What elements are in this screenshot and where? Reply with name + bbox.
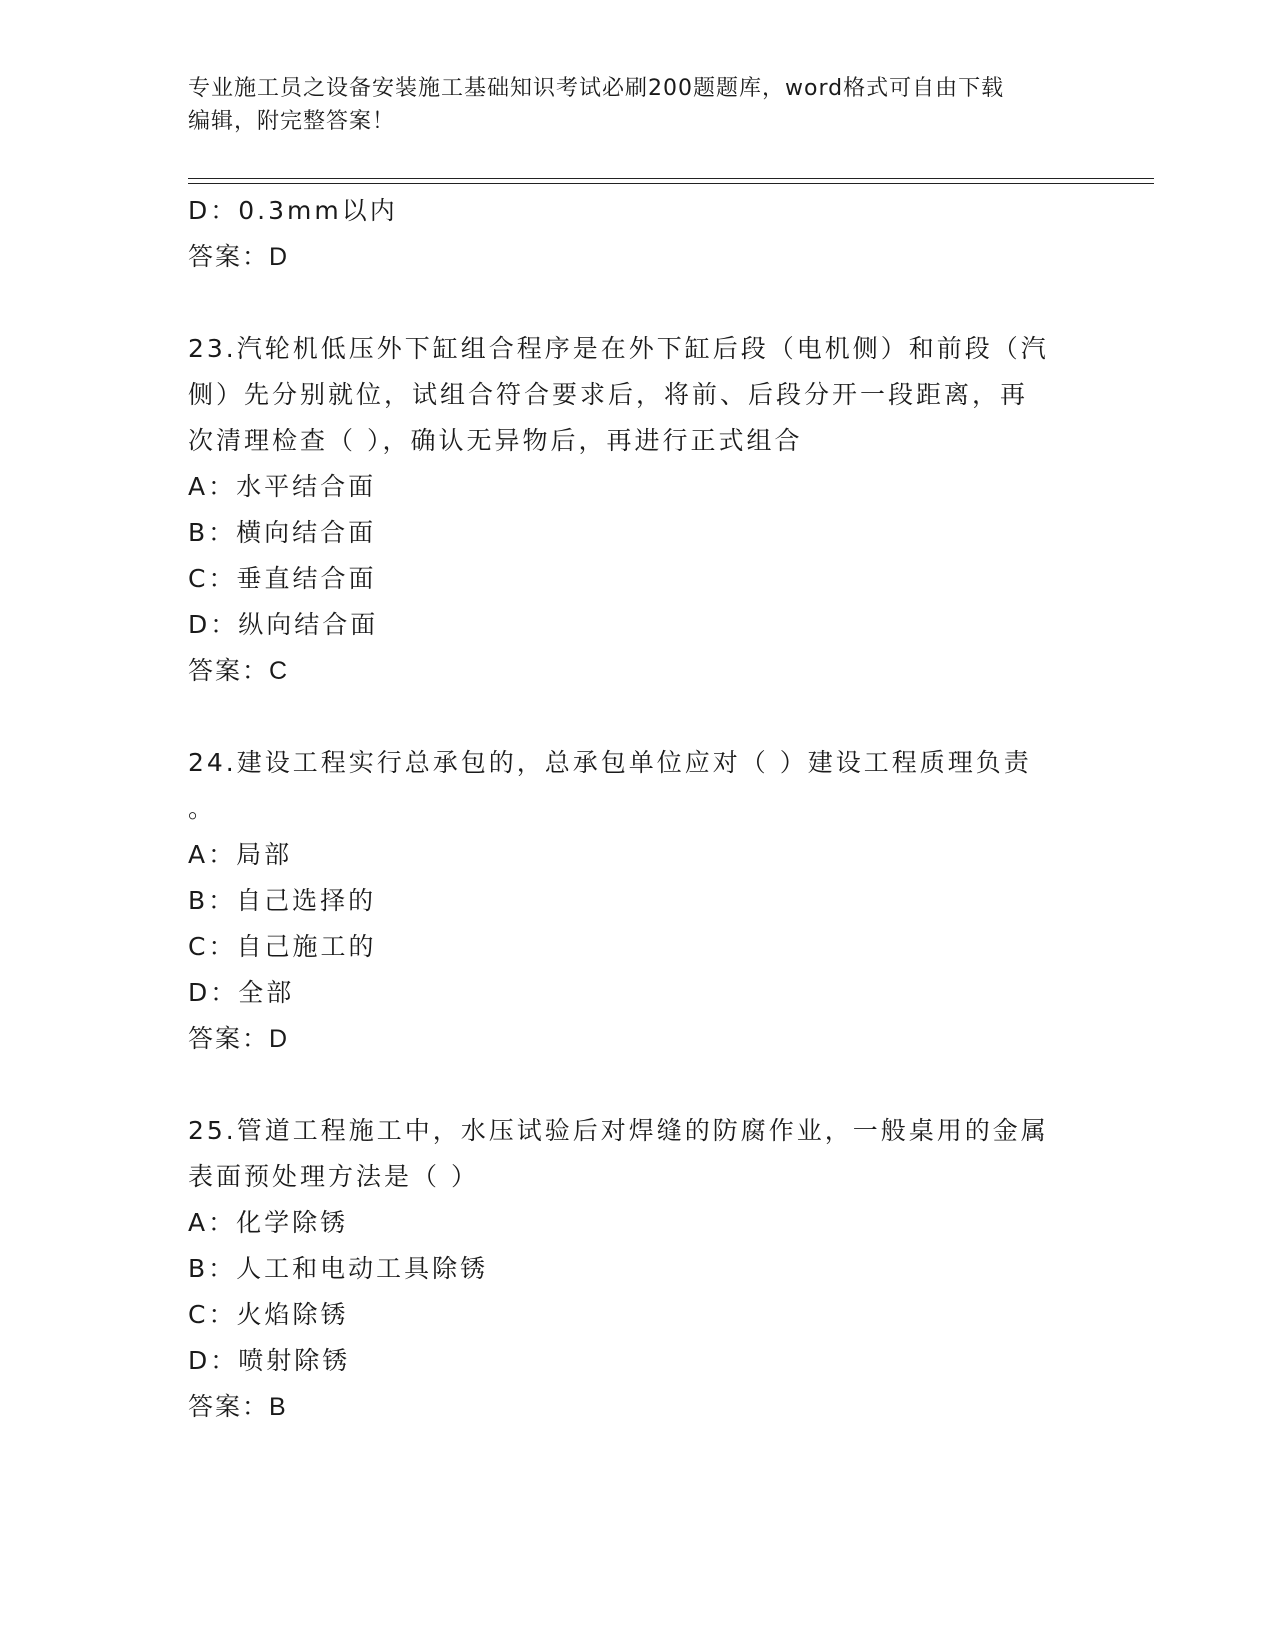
question-23 <box>188 326 1078 694</box>
document-header <box>188 72 1088 138</box>
answer-line <box>188 648 1078 694</box>
question-24 <box>188 740 1078 1062</box>
carryover-answer <box>188 234 1078 280</box>
option-d: D：喷射除锈 <box>188 1346 351 1375</box>
option-a: A：局部 <box>188 840 293 869</box>
answer-value: D <box>269 243 290 271</box>
answer-label: 答案： <box>188 1024 270 1053</box>
question-stem-line: 。 <box>188 794 217 823</box>
option-a: A：水平结合面 <box>188 472 377 501</box>
question-stem-line: 表面预处理方法是（ ） <box>188 1162 479 1191</box>
option-d: D：纵向结合面 <box>188 610 379 639</box>
answer-value: C <box>269 657 290 685</box>
answer-value: B <box>269 1393 288 1421</box>
question-content <box>188 188 1078 1430</box>
option-c: C：垂直结合面 <box>188 564 377 593</box>
question-stem-line: 24.建设工程实行总承包的，总承包单位应对（ ）建设工程质理负责 <box>188 748 1032 777</box>
header-title-line-1: 专业施工员之设备安装施工基础知识考试必刷200题题库，word格式可自由下载 <box>188 76 1005 101</box>
spacer <box>188 280 1078 326</box>
question-stem-line: 侧）先分别就位，试组合符合要求后，将前、后段分开一段距离，再 <box>188 380 1029 409</box>
option-b: B：横向结合面 <box>188 518 377 547</box>
spacer <box>188 694 1078 740</box>
header-divider-top <box>188 178 1154 179</box>
answer-label: 答案： <box>188 656 270 685</box>
spacer <box>188 1062 1078 1108</box>
option-a: A：化学除锈 <box>188 1208 349 1237</box>
option-c: C：火焰除锈 <box>188 1300 349 1329</box>
question-stem-line: 次清理检查（ ），确认无异物后，再进行正式组合 <box>188 426 803 455</box>
question-stem-line: 25.管道工程施工中，水压试验后对焊缝的防腐作业，一般桌用的金属 <box>188 1116 1049 1145</box>
header-title-line-2: 编辑，附完整答案！ <box>188 109 396 134</box>
answer-line <box>188 1016 1078 1062</box>
answer-label: 答案： <box>188 1392 270 1421</box>
option-b: B：自己选择的 <box>188 886 377 915</box>
option-b: B：人工和电动工具除锈 <box>188 1254 489 1283</box>
header-divider-bottom <box>188 183 1154 184</box>
answer-line <box>188 1384 1078 1430</box>
option-d: D：全部 <box>188 978 295 1007</box>
question-stem-line: 23.汽轮机低压外下缸组合程序是在外下缸后段（电机侧）和前段（汽 <box>188 334 1049 363</box>
answer-value: D <box>269 1025 290 1053</box>
question-25 <box>188 1108 1078 1430</box>
answer-label: 答案： <box>188 242 270 271</box>
carryover-option-d: D：0.3mm以内 <box>188 196 398 225</box>
option-c: C：自己施工的 <box>188 932 377 961</box>
